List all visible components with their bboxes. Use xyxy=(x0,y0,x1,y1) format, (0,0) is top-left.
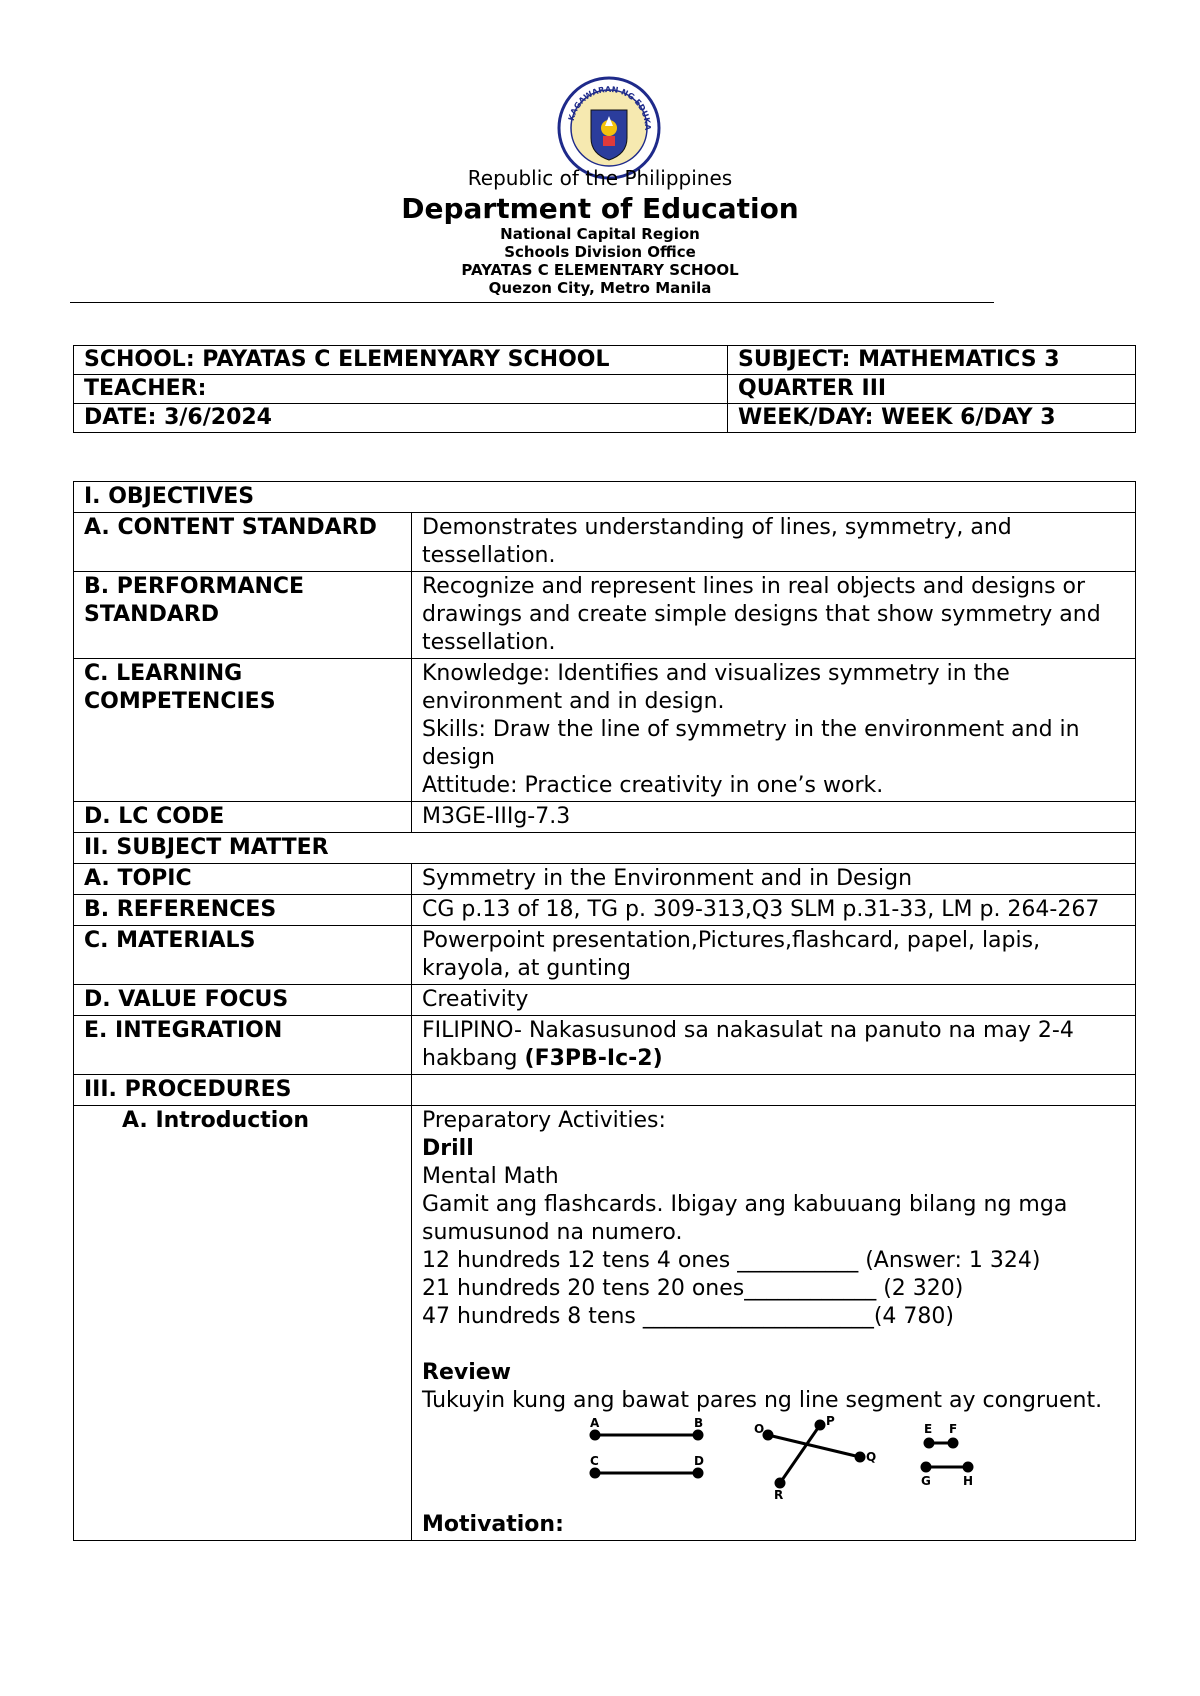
integration-value xyxy=(412,1016,1136,1075)
drill-instruction: Gamit ang flashcards. Ibigay ang kabuuang bilang ng mga sumusunod na numero. xyxy=(422,1192,1068,1245)
preparatory-text: Preparatory Activities: xyxy=(422,1108,666,1133)
table-row xyxy=(74,895,1136,926)
week-day-cell: WEEK/DAY: WEEK 6/DAY 3 xyxy=(728,404,1136,433)
performance-standard-label: B. PERFORMANCE STANDARD xyxy=(74,572,412,659)
materials-label: C. MATERIALS xyxy=(74,926,412,985)
competency-skills: Skills: Draw the line of symmetry in the environment and in design xyxy=(422,717,1080,770)
section-row xyxy=(74,1075,1136,1106)
label-r: R xyxy=(774,1488,784,1502)
table-row xyxy=(74,1106,1136,1541)
lc-code-value: M3GE-IIIg-7.3 xyxy=(412,802,1136,833)
table-row xyxy=(74,572,1136,659)
value-focus-label: D. VALUE FOCUS xyxy=(74,985,412,1016)
label-g: G xyxy=(921,1474,931,1488)
label-q: Q xyxy=(866,1450,877,1464)
info-row xyxy=(74,404,1136,433)
integration-code: (F3PB-Ic-2) xyxy=(524,1046,663,1071)
table-row xyxy=(74,802,1136,833)
performance-standard-value: Recognize and represent lines in real objects and designs or drawings and create simple designs that show symmetry and tessellation. xyxy=(412,572,1136,659)
label-h: H xyxy=(963,1474,974,1488)
deped-seal xyxy=(557,76,661,180)
content-standard-value: Demonstrates understanding of lines, symmetry, and tessellation. xyxy=(412,513,1136,572)
table-row xyxy=(74,513,1136,572)
drill-heading: Drill xyxy=(422,1136,474,1161)
mental-math-text: Mental Math xyxy=(422,1164,559,1189)
label-c: C xyxy=(590,1454,599,1468)
label-b: B xyxy=(694,1416,704,1430)
table-row xyxy=(74,864,1136,895)
topic-value: Symmetry in the Environment and in Design xyxy=(412,864,1136,895)
learning-competencies-label: C. LEARNING COMPETENCIES xyxy=(74,659,412,802)
table-row xyxy=(74,985,1136,1016)
segment-pr xyxy=(780,1425,820,1483)
division-text: Schools Division Office xyxy=(504,243,696,261)
subject-matter-heading: II. SUBJECT MATTER xyxy=(74,833,1136,864)
materials-value: Powerpoint presentation,Pictures,flashcard, papel, lapis, krayola, at gunting xyxy=(412,926,1136,985)
learning-competencies-value xyxy=(412,659,1136,802)
republic-text: Republic of the Philippines xyxy=(467,166,733,190)
integration-text: FILIPINO- Nakasusunod sa nakasulat na panuto na may 2-4 hakbang xyxy=(422,1018,1074,1071)
objectives-heading: I. OBJECTIVES xyxy=(74,482,1136,513)
subject-cell: SUBJECT: MATHEMATICS 3 xyxy=(728,346,1136,375)
svg-text:KAGAWARAN NG EDUKASYON: KAGAWARAN NG EDUKA xyxy=(566,84,653,131)
lc-code-label: D. LC CODE xyxy=(74,802,412,833)
drill-item-2: 21 hundreds 20 tens 20 ones____________ (2 320) xyxy=(422,1276,964,1301)
info-table xyxy=(73,345,1136,433)
section-row xyxy=(74,482,1136,513)
review-instruction: Tukuyin kung ang bawat pares ng line segment ay congruent. xyxy=(422,1388,1103,1413)
teacher-cell: TEACHER: xyxy=(74,375,728,404)
segment-oq xyxy=(768,1435,860,1457)
procedures-heading: III. PROCEDURES xyxy=(74,1075,412,1106)
review-heading: Review xyxy=(422,1360,511,1385)
info-row xyxy=(74,346,1136,375)
lesson-plan-table xyxy=(73,481,1136,1541)
department-title: Department of Education xyxy=(401,192,799,225)
competency-knowledge: Knowledge: Identifies and visualizes symmetry in the environment and in design. xyxy=(422,661,1010,714)
motivation-heading: Motivation: xyxy=(422,1512,564,1537)
references-label: B. REFERENCES xyxy=(74,895,412,926)
references-value: CG p.13 of 18, TG p. 309-313,Q3 SLM p.31-33, LM p. 264-267 xyxy=(412,895,1136,926)
section-row xyxy=(74,833,1136,864)
competency-attitude: Attitude: Practice creativity in one’s work. xyxy=(422,773,884,798)
value-focus-value: Creativity xyxy=(412,985,1136,1016)
header-divider xyxy=(70,302,994,303)
spacer xyxy=(422,1331,1125,1359)
integration-label: E. INTEGRATION xyxy=(74,1016,412,1075)
table-row xyxy=(74,659,1136,802)
label-o: O xyxy=(754,1422,765,1436)
region-text: National Capital Region xyxy=(500,225,700,243)
table-row xyxy=(74,926,1136,985)
info-row xyxy=(74,375,1136,404)
label-p: P xyxy=(826,1415,835,1428)
content-standard-label: A. CONTENT STANDARD xyxy=(74,513,412,572)
introduction-label: A. Introduction xyxy=(74,1106,412,1541)
label-e: E xyxy=(924,1422,933,1436)
line-segments-figure xyxy=(422,1415,1125,1511)
label-f: F xyxy=(949,1422,958,1436)
school-cell: SCHOOL: PAYATAS C ELEMENYARY SCHOOL xyxy=(74,346,728,375)
drill-item-1: 12 hundreds 12 tens 4 ones ___________ (Answer: 1 324) xyxy=(422,1248,1041,1273)
quarter-cell: QUARTER III xyxy=(728,375,1136,404)
label-a: A xyxy=(590,1416,600,1430)
drill-item-3: 47 hundreds 8 tens _____________________(4 780) xyxy=(422,1304,954,1329)
location-text: Quezon City, Metro Manila xyxy=(488,279,712,297)
topic-label: A. TOPIC xyxy=(74,864,412,895)
procedures-empty-cell xyxy=(412,1075,1136,1106)
label-d: D xyxy=(694,1454,704,1468)
school-header-text: PAYATAS C ELEMENTARY SCHOOL xyxy=(461,261,739,279)
introduction-content xyxy=(412,1106,1136,1541)
date-cell: DATE: 3/6/2024 xyxy=(74,404,728,433)
table-row xyxy=(74,1016,1136,1075)
